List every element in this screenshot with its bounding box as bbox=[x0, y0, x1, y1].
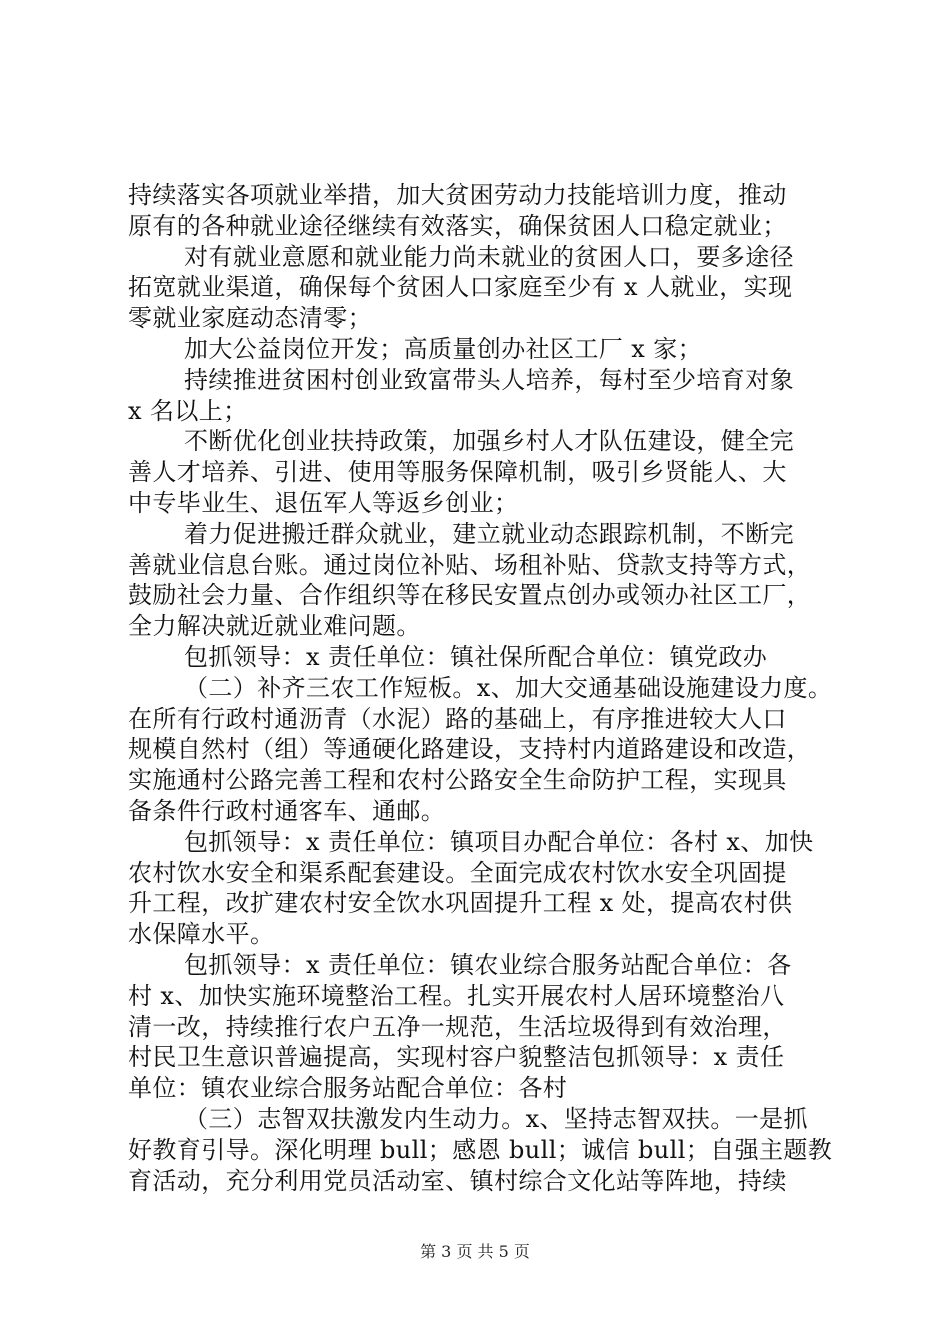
document-body bbox=[128, 180, 848, 1196]
text-line: 好教育引导。深化明理 bull；感恩 bull；诚信 bull；自强主题教 bbox=[128, 1135, 833, 1164]
text-line: 村 x、加快实施环境整治工程。扎实开展农村人居环境整治八 bbox=[128, 981, 785, 1010]
text-line: 中专毕业生、退伍军人等返乡创业； bbox=[128, 488, 519, 517]
text-line: 鼓励社会力量、合作组织等在移民安置点创办或领办社区工厂， bbox=[128, 581, 812, 610]
page-number-footer: 第 3 页 共 5 页 bbox=[420, 1242, 530, 1261]
text-line: 育活动，充分利用党员活动室、镇村综合文化站等阵地，持续 bbox=[128, 1166, 787, 1195]
text-line: 持续落实各项就业举措，加大贫困劳动力技能培训力度，推动 bbox=[128, 181, 787, 209]
text-line: 加大公益岗位开发；高质量创办社区工厂 x 家； bbox=[184, 334, 702, 363]
text-line: 实施通村公路完善工程和农村公路安全生命防护工程，实现具 bbox=[128, 766, 787, 795]
text-line: 对有就业意愿和就业能力尚未就业的贫困人口，要多途径 bbox=[184, 242, 794, 271]
text-line: 单位：镇农业综合服务站配合单位：各村 bbox=[128, 1074, 568, 1103]
text-line: 原有的各种就业途径继续有效落实，确保贫困人口稳定就业； bbox=[128, 211, 787, 240]
text-line: 不断优化创业扶持政策，加强乡村人才队伍建设，健全完 bbox=[184, 427, 794, 456]
text-line: （二）补齐三农工作短板。x、加大交通基础设施建设力度。 bbox=[184, 673, 833, 702]
text-line: 包抓领导：x 责任单位：镇社保所配合单位：镇党政办 bbox=[184, 642, 768, 671]
text-line: x 名以上； bbox=[128, 396, 248, 425]
text-line: 拓宽就业渠道，确保每个贫困人口家庭至少有 x 人就业，实现 bbox=[128, 273, 793, 302]
text-line: 着力促进搬迁群众就业，建立就业动态跟踪机制，不断完 bbox=[184, 519, 794, 548]
text-line: 零就业家庭动态清零； bbox=[128, 304, 372, 333]
text-line: 全力解决就近就业难问题。 bbox=[128, 612, 421, 641]
text-line: 规模自然村（组）等通硬化路建设，支持村内道路建设和改造， bbox=[128, 735, 812, 764]
text-line: 持续推进贫困村创业致富带头人培养，每村至少培育对象 bbox=[184, 365, 794, 394]
text-line: 包抓领导：x 责任单位：镇项目办配合单位：各村 x、加快 bbox=[184, 827, 814, 856]
text-line: 清一改，持续推行农户五净一规范，生活垃圾得到有效治理， bbox=[128, 1012, 787, 1041]
text-line: 在所有行政村通沥青（水泥）路的基础上，有序推进较大人口 bbox=[128, 704, 787, 733]
text-line: 备条件行政村通客车、通邮。 bbox=[128, 796, 446, 825]
text-line: 善就业信息台账。通过岗位补贴、场租补贴、贷款支持等方式， bbox=[128, 550, 812, 579]
text-line: 村民卫生意识普遍提高，实现村容户貌整洁包抓领导：x 责任 bbox=[128, 1043, 785, 1072]
text-line: 升工程，改扩建农村安全饮水巩固提升工程 x 处，提高农村供 bbox=[128, 889, 793, 918]
text-line: 水保障水平。 bbox=[128, 920, 275, 949]
text-line: （三）志智双扶激发内生动力。x、坚持志智双扶。一是抓 bbox=[184, 1104, 808, 1133]
text-line: 包抓领导：x 责任单位：镇农业综合服务站配合单位：各 bbox=[184, 950, 792, 979]
text-line: 善人才培养、引进、使用等服务保障机制，吸引乡贤能人、大 bbox=[128, 458, 787, 487]
text-line: 农村饮水安全和渠系配套建设。全面完成农村饮水安全巩固提 bbox=[128, 858, 787, 887]
